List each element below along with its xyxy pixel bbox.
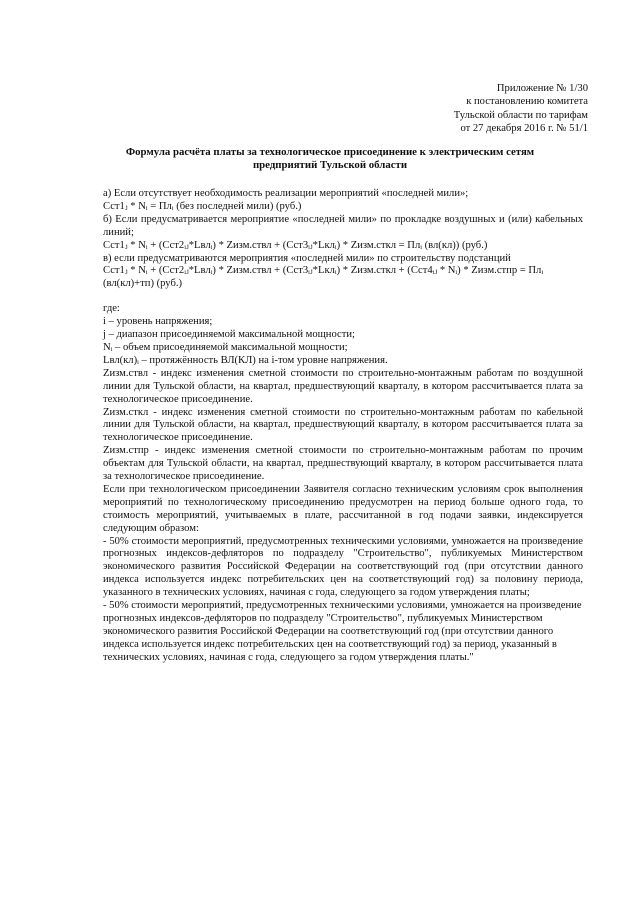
case-c-heading: в) если предусматриваются мероприятия «последней мили» по строительству подстанций (103, 252, 511, 264)
where-label: где: (103, 303, 120, 315)
document-title (95, 146, 565, 173)
indexation-item: - 50% стоимости мероприятий, предусмотренных техническими условиями, умножается на произведение прогнозных индексов-дефляторов по подразделу "Строительство", публикуемых Министерством экономического развития Российской Федерации на соответствующий год (при отсутствии данного индекса используется индекс потребительских цен на соответствующий год) за половину периода, указанного в технических условиях, начиная с года, следующего за годом утверждения платы; (103, 535, 583, 599)
appendix-line: Приложение № 1/30 (496, 83, 588, 94)
title-line: предприятий Тульской области (252, 159, 408, 172)
definition-item: Zизм.сткл - индекс изменения сметной стоимости по строительно-монтажным работам по кабельной линии для Тульской области, на квартал, предшествующий кварталу, в котором рассчитывается плата за технологическое присоединение. (103, 406, 583, 444)
definition-item: Zизм.стпр - индекс изменения сметной стоимости по строительно-монтажным работам по прочим объектам для Тульской области, на квартал, предшествующий кварталу, в котором рассчитывается плата за технологическое присоединение. (103, 445, 583, 483)
definition-item: Zизм.ствл - индекс изменения сметной стоимости по строительно-монтажным работам по воздушной линии для Тульской области, на квартал, предшествующий кварталу, в котором рассчитывается плата за технологическое присоединение. (103, 367, 583, 405)
spacer (103, 291, 583, 303)
case-a-heading: а) Если отсутствует необходимость реализации мероприятий «последней мили»; (103, 188, 469, 199)
formula-a: Сст1ⱼ * Nᵢ = Плᵢ (без последней мили) (руб.) (103, 200, 302, 212)
indexation-item: - 50% стоимости мероприятий, предусмотренных техническими условиями, умножается на произведение прогнозных индексов-дефляторов по подразделу "Строительство", публикуемых Министерством экономического развития Российской Федерации на соответствующий год (при отсутствии данного индекса используется индекс потребительских цен на соответствующий год) за период, указанный в технических условиях, начиная с года, следующего за годом утверждения платы." (103, 600, 582, 663)
appendix-line: к постановлению комитета (466, 96, 588, 108)
definition-item: Nᵢ – объем присоединяемой максимальной мощности; (103, 341, 348, 353)
definition-item: Lвл(кл)ᵢ – протяжённость ВЛ(КЛ) на i-том уровне напряжения. (103, 354, 388, 366)
title-line: Формула расчёта платы за технологическое присоединение к электрическим сетям (125, 146, 535, 158)
document-body (103, 188, 583, 665)
formula-b: Сст1ⱼ * Nᵢ + (Сст2ᵢⱼ*Lвлᵢ) * Zизм.ствл + (Сст3ᵢⱼ*Lклᵢ) * Zизм.сткл = Плᵢ (вл(кл)) (руб.) (103, 239, 488, 251)
formula-c: Сст1ⱼ * Nᵢ + (Сст2ᵢⱼ*Lвлᵢ) * Zизм.ствл + (Сст3ᵢⱼ*Lклᵢ) * Zизм.сткл + (Сст4ᵢⱼ * Nᵢ) * Zизм.стпр = Плᵢ (вл(кл)+тп) (руб.) (103, 265, 544, 290)
appendix-line: от 27 декабря 2016 г. № 51/1 (460, 123, 588, 135)
indexation-paragraph: Если при технологическом присоединении Заявителя согласно техническим условиям срок выполнения мероприятий по технологическому присоединению предусмотрен на период больше одного года, то стоимость мероприятий, учитываемых в плате, рассчитанной в год подачи заявки, индексируется следующим образом: (103, 483, 583, 534)
definition-item: i – уровень напряжения; (103, 316, 213, 328)
appendix-header (454, 82, 588, 136)
definition-item: j – диапазон присоединяемой максимальной мощности; (103, 329, 355, 341)
case-b-heading: б) Если предусматривается мероприятие «последней мили» по прокладке воздушных и (или) кабельных линий; (103, 213, 583, 238)
appendix-line: Тульской области по тарифам (453, 109, 588, 121)
